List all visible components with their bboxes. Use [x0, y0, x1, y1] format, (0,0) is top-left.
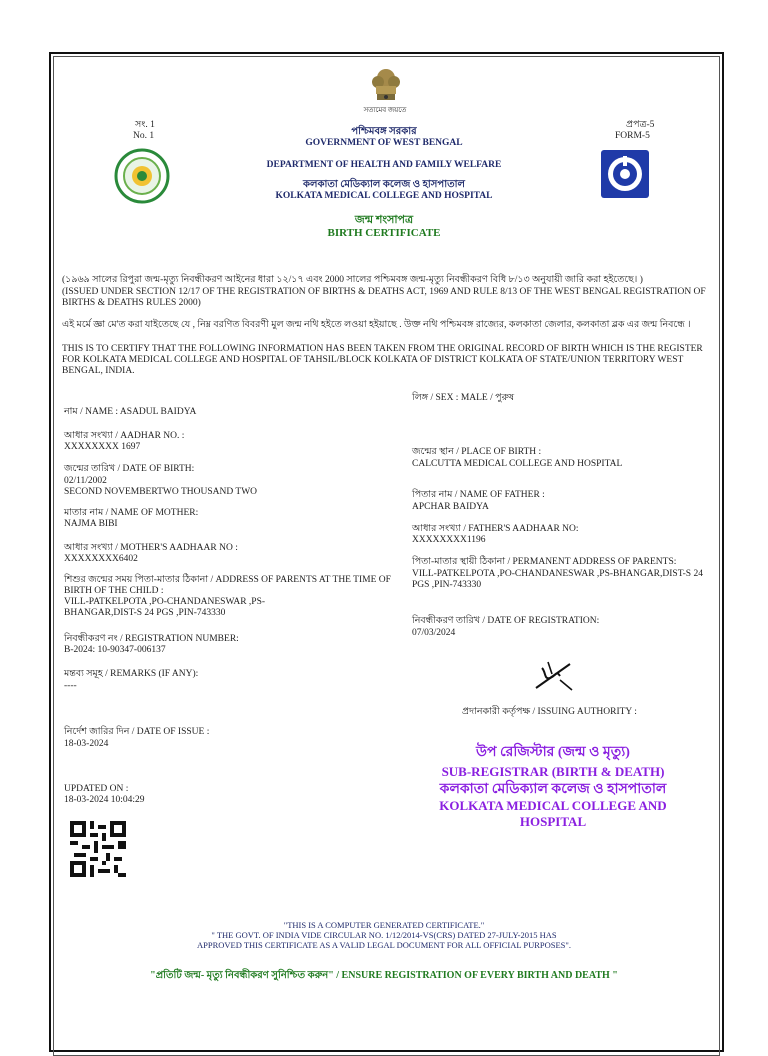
permanent-address-label: পিতা-মাতার স্থায়ী ঠিকানা / PERMANENT ADDRESS OF PARENTS:: [412, 557, 677, 567]
date-of-issue-value: 18-03-2024: [64, 739, 109, 749]
father-aadhaar-value: XXXXXXXX1196: [412, 535, 486, 545]
footer-slogan: "প্রতিটি জন্ম- মৃত্যু নিবন্ধীকরণ সুনিশ্চিত করুন" / ENSURE REGISTRATION OF EVERY BIRTH AND DEATH ": [150, 970, 618, 981]
address-at-birth-label: শিশুর জন্মের সময় পিতা-মাতার ঠিকানা / ADDRESS OF PARENTS AT THE TIME OF BIRTH OF THE CHILD :: [64, 575, 391, 596]
qr-code-icon[interactable]: [70, 821, 126, 877]
father-value: APCHAR BAIDYA: [412, 502, 489, 512]
address-at-birth-value: VILL-PATKELPOTA ,PO-CHANDANESWAR ,PS-BHANGAR,DIST-S 24 PGS ,PIN-743330: [64, 597, 266, 618]
govt-name-en: GOVERNMENT OF WEST BENGAL: [305, 138, 463, 148]
mother-aadhaar-value: XXXXXXXX6402: [64, 554, 138, 564]
certificate-inner-border: [53, 56, 720, 1056]
registrar-title-en: SUB-REGISTRAR (BIRTH & DEATH): [441, 764, 665, 779]
number-label-bn: সং. 1: [135, 120, 155, 130]
hospital-name-en: KOLKATA MEDICAL COLLEGE AND HOSPITAL: [275, 191, 493, 201]
child-name: নাম / NAME : ASADUL BAIDYA: [64, 407, 197, 417]
signature-image: [530, 658, 578, 696]
certify-text-en: THIS IS TO CERTIFY THAT THE FOLLOWING INFORMATION HAS BEEN TAKEN FROM THE ORIGINAL RECORD OF BIRTH WHICH IS THE REGISTER FOR KOLKATA MEDICAL COLLEGE AND HOSPITAL OF TAHSIL/BLOCK KOLKATA OF DISTRICT KOLKATA OF STATE/UNION TERRITORY WEST BENGAL, INDIA.: [62, 344, 703, 376]
mother-label: মাতার নাম / NAME OF MOTHER:: [64, 508, 199, 518]
issuing-authority-label: প্রদানকারী কর্তৃপক্ষ / ISSUING AUTHORITY :: [462, 707, 637, 717]
registration-date-label: নিবন্ধীকরণ তারিখ / DATE OF REGISTRATION:: [412, 616, 600, 626]
father-label: পিতার নাম / NAME OF FATHER :: [412, 490, 545, 500]
issued-under-bn: (১৯৬৯ সালের রিপুরা জন্ম-মৃত্যু নিবন্ধীকরণ আইনের ধারা ১২/১৭ এবং 2000 সালের পশ্চিমবঙ্গ জন্ম-মৃত্যু নিবন্ধীকরণ বিধি ৮/১৩ অনুযায়ী জারি করা হইতেছে। ): [62, 275, 643, 285]
health-department-logo-icon: [599, 148, 651, 200]
department-name: DEPARTMENT OF HEALTH AND FAMILY WELFARE: [266, 160, 502, 170]
emblem-motto: সত্যমেব জয়তে: [363, 106, 407, 114]
certificate-title-en: BIRTH CERTIFICATE: [327, 227, 441, 239]
form-label-en: FORM-5: [615, 131, 650, 141]
certify-text-bn: এই মর্মে জ্ঞা মে'ত করা যাইতেছে যে , নিম্ন বরণিত বিবরণী মুল জন্ম নথি হইতে লওয়া হইয়াছে . উক্ত নথি পশ্চিমবঙ্গ রাজ্যের, কলকাতা জেলার, কলকাতা ব্লক এর জন্ম নিবন্ধে ।: [62, 320, 691, 330]
footer-computer-generated: "THIS IS A COMPUTER GENERATED CERTIFICATE.": [283, 920, 485, 930]
dob-words: SECOND NOVEMBERTWO THOUSAND TWO: [64, 487, 258, 497]
date-of-issue-label: নির্দেশ জারির দিন / DATE OF ISSUE :: [64, 727, 210, 737]
updated-on-value: 18-03-2024 10:04:29: [64, 795, 145, 805]
aadhar-value: XXXXXXXX 1697: [64, 442, 141, 452]
updated-on-label: UPDATED ON :: [64, 784, 129, 794]
registrar-hospital-bn: কলকাতা মেডিক্যাল কলেজ ও হাসপাতাল: [439, 782, 667, 797]
mother-aadhaar-label: আধার সংখ্যা / MOTHER'S AADHAAR NO :: [64, 543, 238, 553]
hospital-name-bn: কলকাতা মেডিক্যাল কলেজ ও হাসপাতাল: [303, 179, 465, 190]
registration-number-label: নিবন্ধীকরণ নং / REGISTRATION NUMBER:: [64, 634, 239, 644]
registration-number-value: B-2024: 10-90347-006137: [64, 645, 166, 655]
number-label-en: No. 1: [133, 131, 155, 141]
certificate-title-bn: জন্ম শংসাপত্র: [354, 214, 414, 226]
footer-approval: APPROVED THIS CERTIFICATE AS A VALID LEGAL DOCUMENT FOR ALL OFFICIAL PURPOSES".: [196, 940, 572, 950]
registrar-title-bn: উপ রেজিস্টার (জন্ম ও মৃত্যু): [476, 745, 630, 760]
form-label-bn: প্রপত্র-5: [626, 120, 655, 130]
permanent-address-value: VILL-PATKELPOTA ,PO-CHANDANESWAR ,PS-BHANGAR,DIST-S 24 PGS ,PIN-743330: [412, 569, 703, 590]
sex-field: লিঙ্গ / SEX : MALE / পুরুষ: [412, 393, 515, 403]
remarks-value: ----: [64, 681, 77, 691]
aadhar-label: আধার সংখ্যা / AADHAR NO. :: [64, 431, 185, 441]
govt-name-bn: পশ্চিমবঙ্গ সরকার: [351, 126, 417, 137]
place-of-birth-value: CALCUTTA MEDICAL COLLEGE AND HOSPITAL: [412, 459, 623, 469]
issued-under-en: (ISSUED UNDER SECTION 12/17 OF THE REGISTRATION OF BIRTHS & DEATHS ACT, 1969 AND RULE 8/13 OF THE WEST BENGAL REGISTRATION OF BIRTHS & DEATHS RULES 2000): [62, 287, 706, 308]
registration-date-value: 07/03/2024: [412, 628, 456, 638]
national-emblem-icon: [368, 64, 404, 104]
mother-value: NAJMA BIBI: [64, 519, 118, 529]
father-aadhaar-label: আধার সংখ্যা / FATHER'S AADHAAR NO:: [412, 524, 579, 534]
registrar-hospital-en-line2: HOSPITAL: [519, 814, 587, 829]
dob-value: 02/11/2002: [64, 476, 107, 486]
remarks-label: মন্তব্য সমূহ / REMARKS (IF ANY):: [64, 669, 199, 679]
west-bengal-logo-icon: [114, 148, 170, 204]
place-of-birth-label: জন্মের স্থান / PLACE OF BIRTH :: [412, 447, 542, 457]
registrar-hospital-en-line1: KOLKATA MEDICAL COLLEGE AND: [439, 798, 667, 813]
dob-label: জন্মের তারিখ / DATE OF BIRTH:: [64, 464, 195, 474]
footer-circular: " THE GOVT. OF INDIA VIDE CIRCULAR NO. 1/12/2014-VS(CRS) DATED 27-JULY-2015 HAS: [211, 930, 557, 940]
